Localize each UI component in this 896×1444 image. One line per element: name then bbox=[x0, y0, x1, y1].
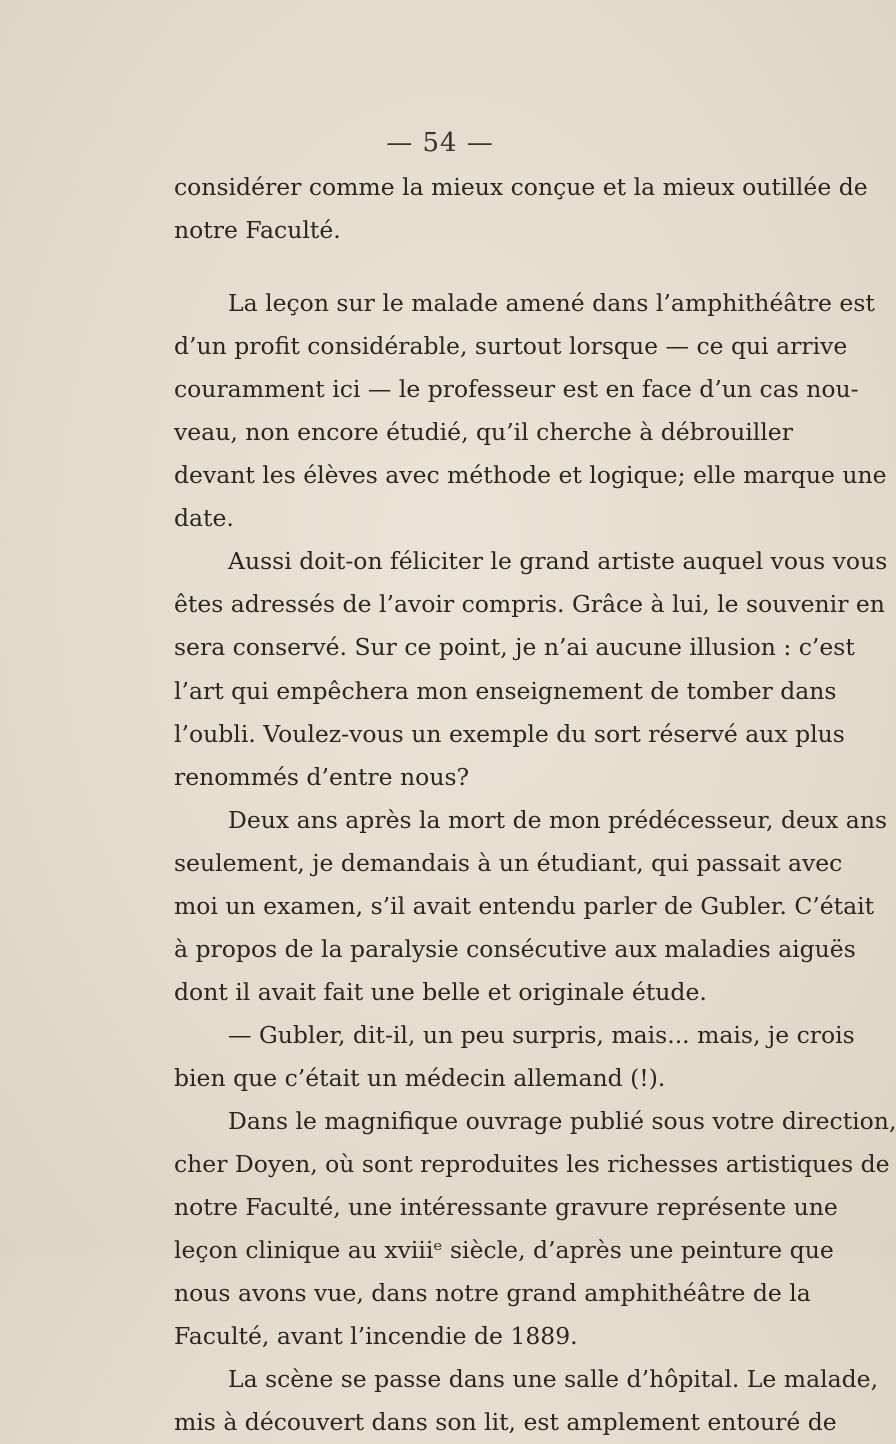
text-line: date. bbox=[174, 504, 234, 533]
text-line: Dans le magnifique ouvrage publié sous votre direction, bbox=[228, 1106, 896, 1135]
text-line: sera conservé. Sur ce point, je n’ai aucune illusion : c’est bbox=[174, 633, 855, 662]
text-line: devant les élèves avec méthode et logique; elle marque une bbox=[174, 461, 887, 490]
text-line: veau, non encore étudié, qu’il cherche à débrouiller bbox=[174, 418, 793, 447]
text-line: Deux ans après la mort de mon prédécesseur, deux ans bbox=[228, 805, 888, 834]
text-line: Aussi doit-on féliciter le grand artiste auquel vous vous bbox=[228, 547, 888, 576]
text-line: êtes adressés de l’avoir compris. Grâce à lui, le souvenir en bbox=[174, 590, 885, 619]
text-line: leçon clinique au xviiiᵉ siècle, d’après une peinture que bbox=[174, 1236, 834, 1265]
page-number: — 54 — bbox=[386, 128, 494, 158]
text-line: bien que c’était un médecin allemand (!). bbox=[174, 1063, 666, 1092]
text-line: dont il avait fait une belle et originale étude. bbox=[174, 977, 707, 1006]
text-line: seulement, je demandais à un étudiant, qui passait avec bbox=[174, 848, 843, 877]
text-line: — Gubler, dit-il, un peu surpris, mais... mais, je crois bbox=[228, 1020, 855, 1049]
text-line: couramment ici — le professeur est en face d’un cas nou- bbox=[174, 375, 859, 404]
text-line: La leçon sur le malade amené dans l’amphithéâtre est bbox=[228, 289, 875, 318]
text-line: notre Faculté. bbox=[174, 216, 341, 245]
body-text bbox=[174, 166, 896, 1444]
text-line: mis à découvert dans son lit, est amplement entouré de bbox=[174, 1408, 837, 1437]
text-line: l’oubli. Voulez-vous un exemple du sort réservé aux plus bbox=[174, 719, 845, 748]
text-line: considérer comme la mieux conçue et la mieux outillée de bbox=[174, 173, 868, 201]
text-line: notre Faculté, une intéressante gravure représente une bbox=[174, 1193, 838, 1222]
text-line: renommés d’entre nous? bbox=[174, 762, 470, 791]
text-line: Faculté, avant l’incendie de 1889. bbox=[174, 1322, 578, 1351]
text-line: moi un examen, s’il avait entendu parler de Gubler. C’était bbox=[174, 891, 875, 920]
text-line: La scène se passe dans une salle d’hôpital. Le malade, bbox=[228, 1365, 879, 1394]
paragraph-gap bbox=[174, 252, 788, 282]
text-line: l’art qui empêchera mon enseignement de tomber dans bbox=[174, 676, 837, 705]
text-line: nous avons vue, dans notre grand amphithéâtre de la bbox=[174, 1279, 811, 1308]
text-line: à propos de la paralysie consécutive aux maladies aiguës bbox=[174, 934, 856, 963]
text-line: cher Doyen, où sont reproduites les richesses artistiques de bbox=[174, 1150, 890, 1179]
text-line: d’un profit considérable, surtout lorsque — ce qui arrive bbox=[174, 332, 848, 361]
